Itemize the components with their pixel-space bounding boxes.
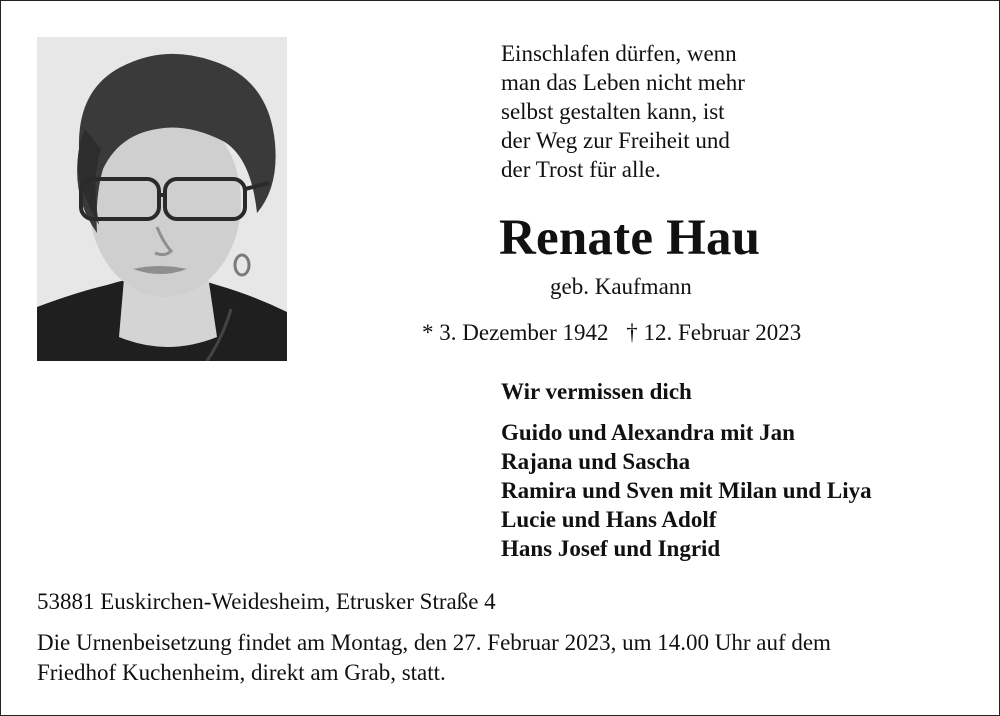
poem-line: man das Leben nicht mehr [501,70,745,95]
poem-block [501,39,921,184]
life-dates [422,317,801,349]
family-address: 53881 Euskirchen-Weidesheim, Etrusker Straße 4 [37,589,496,614]
birth-date: * 3. Dezember 1942 [422,320,609,345]
mourners-heading: Wir vermissen dich [501,379,692,404]
poem-line: selbst gestalten kann, ist [501,99,725,124]
mourner-line: Ramira und Sven mit Milan und Liya [501,478,872,503]
death-date: † 12. Februar 2023 [626,320,802,345]
poem-line: der Weg zur Freiheit und [501,128,730,153]
funeral-line: Friedhof Kuchenheim, direkt am Grab, statt. [37,660,446,685]
mourner-line: Guido und Alexandra mit Jan [501,420,795,445]
funeral-notice [37,628,977,688]
maiden-name: geb. Kaufmann [550,274,692,299]
poem-line: der Trost für alle. [501,157,661,182]
poem-line: Einschlafen dürfen, wenn [501,41,737,66]
portrait-photo-icon [37,37,287,361]
mourner-line: Hans Josef und Ingrid [501,536,721,561]
mourner-line: Lucie und Hans Adolf [501,507,717,532]
mourner-line: Rajana und Sascha [501,449,691,474]
portrait-photo [37,37,287,361]
funeral-line: Die Urnenbeisetzung findet am Montag, den 27. Februar 2023, um 14.00 Uhr auf dem [37,630,831,655]
deceased-name: Renate Hau [499,210,761,266]
mourners-list [501,418,872,563]
